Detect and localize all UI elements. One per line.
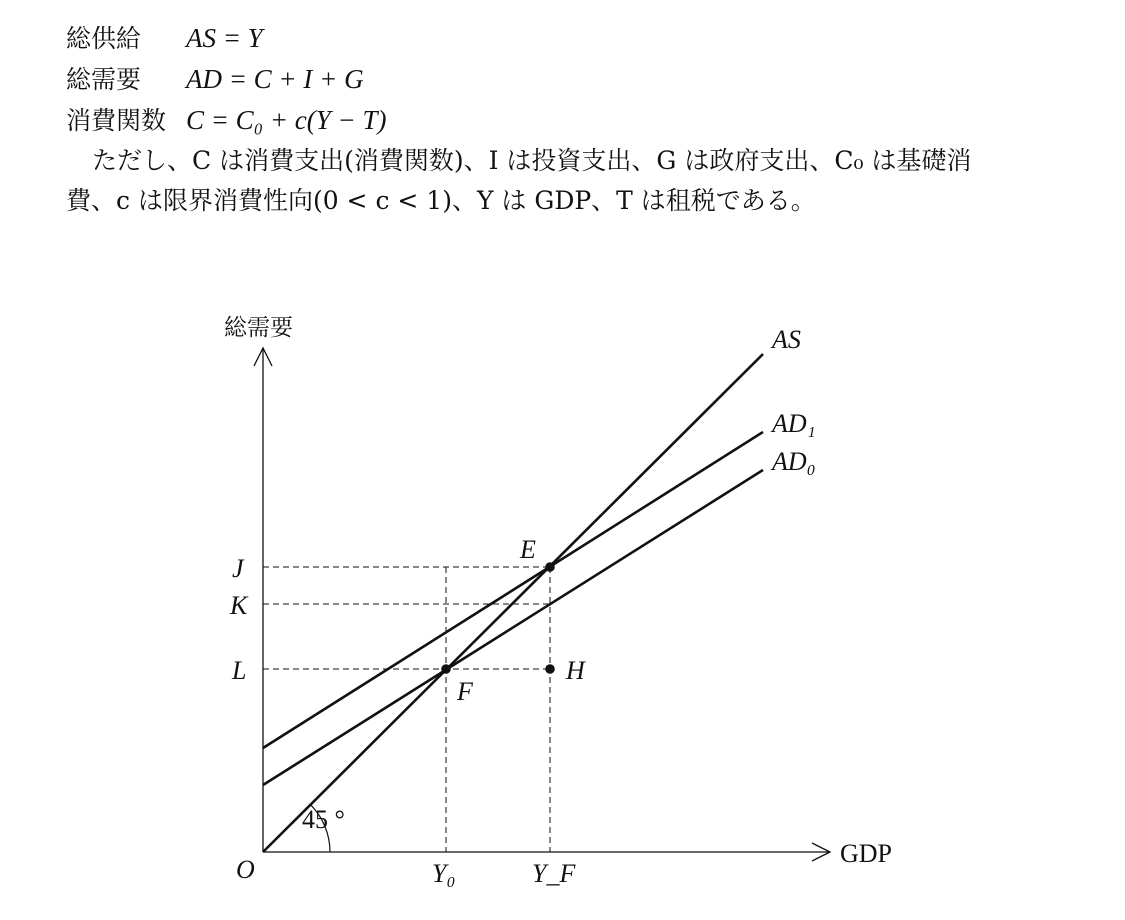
equation-formula: AD = C + I + G	[185, 64, 364, 94]
note-line-1: ただし、C は消費支出(消費関数)、I は投資支出、G は政府支出、C₀ は基礎消	[92, 146, 972, 175]
origin-label: O	[236, 855, 255, 884]
note-line-2: 費、c は限界消費性向(0 < c < 1)、Y は GDP、T は租税である。	[66, 186, 816, 215]
y-tick-l: L	[232, 656, 247, 685]
y-tick-j: J	[232, 554, 244, 583]
point-e-label: E	[520, 535, 536, 564]
ad0-line	[263, 470, 763, 785]
equation-formula: C = C₀ + c(Y − T)	[185, 105, 387, 135]
point-e-marker	[545, 562, 555, 572]
equation-label: 消費関数	[66, 106, 167, 135]
equation-label: 総供給	[66, 24, 142, 53]
x-tick-y0: Y₀	[432, 859, 456, 888]
as-line	[263, 354, 763, 852]
as-line-label: AS	[772, 325, 801, 354]
point-f-label: F	[457, 677, 473, 706]
y-tick-k: K	[230, 591, 248, 620]
point-h-marker	[545, 664, 555, 674]
point-f-marker	[441, 664, 451, 674]
ad0-line-label: AD₀	[772, 447, 816, 476]
x-axis-label: GDP	[840, 839, 893, 868]
x-tick-yf: Y_F	[532, 859, 576, 888]
equation-formula: AS = Y	[185, 23, 263, 53]
angle-label: 45 °	[302, 805, 345, 834]
ad1-line-label: AD₁	[772, 409, 816, 438]
ad1-line	[263, 432, 763, 748]
equation-label: 総需要	[66, 65, 142, 94]
point-h-label: H	[566, 656, 585, 685]
y-axis-label: 総需要	[224, 315, 293, 341]
